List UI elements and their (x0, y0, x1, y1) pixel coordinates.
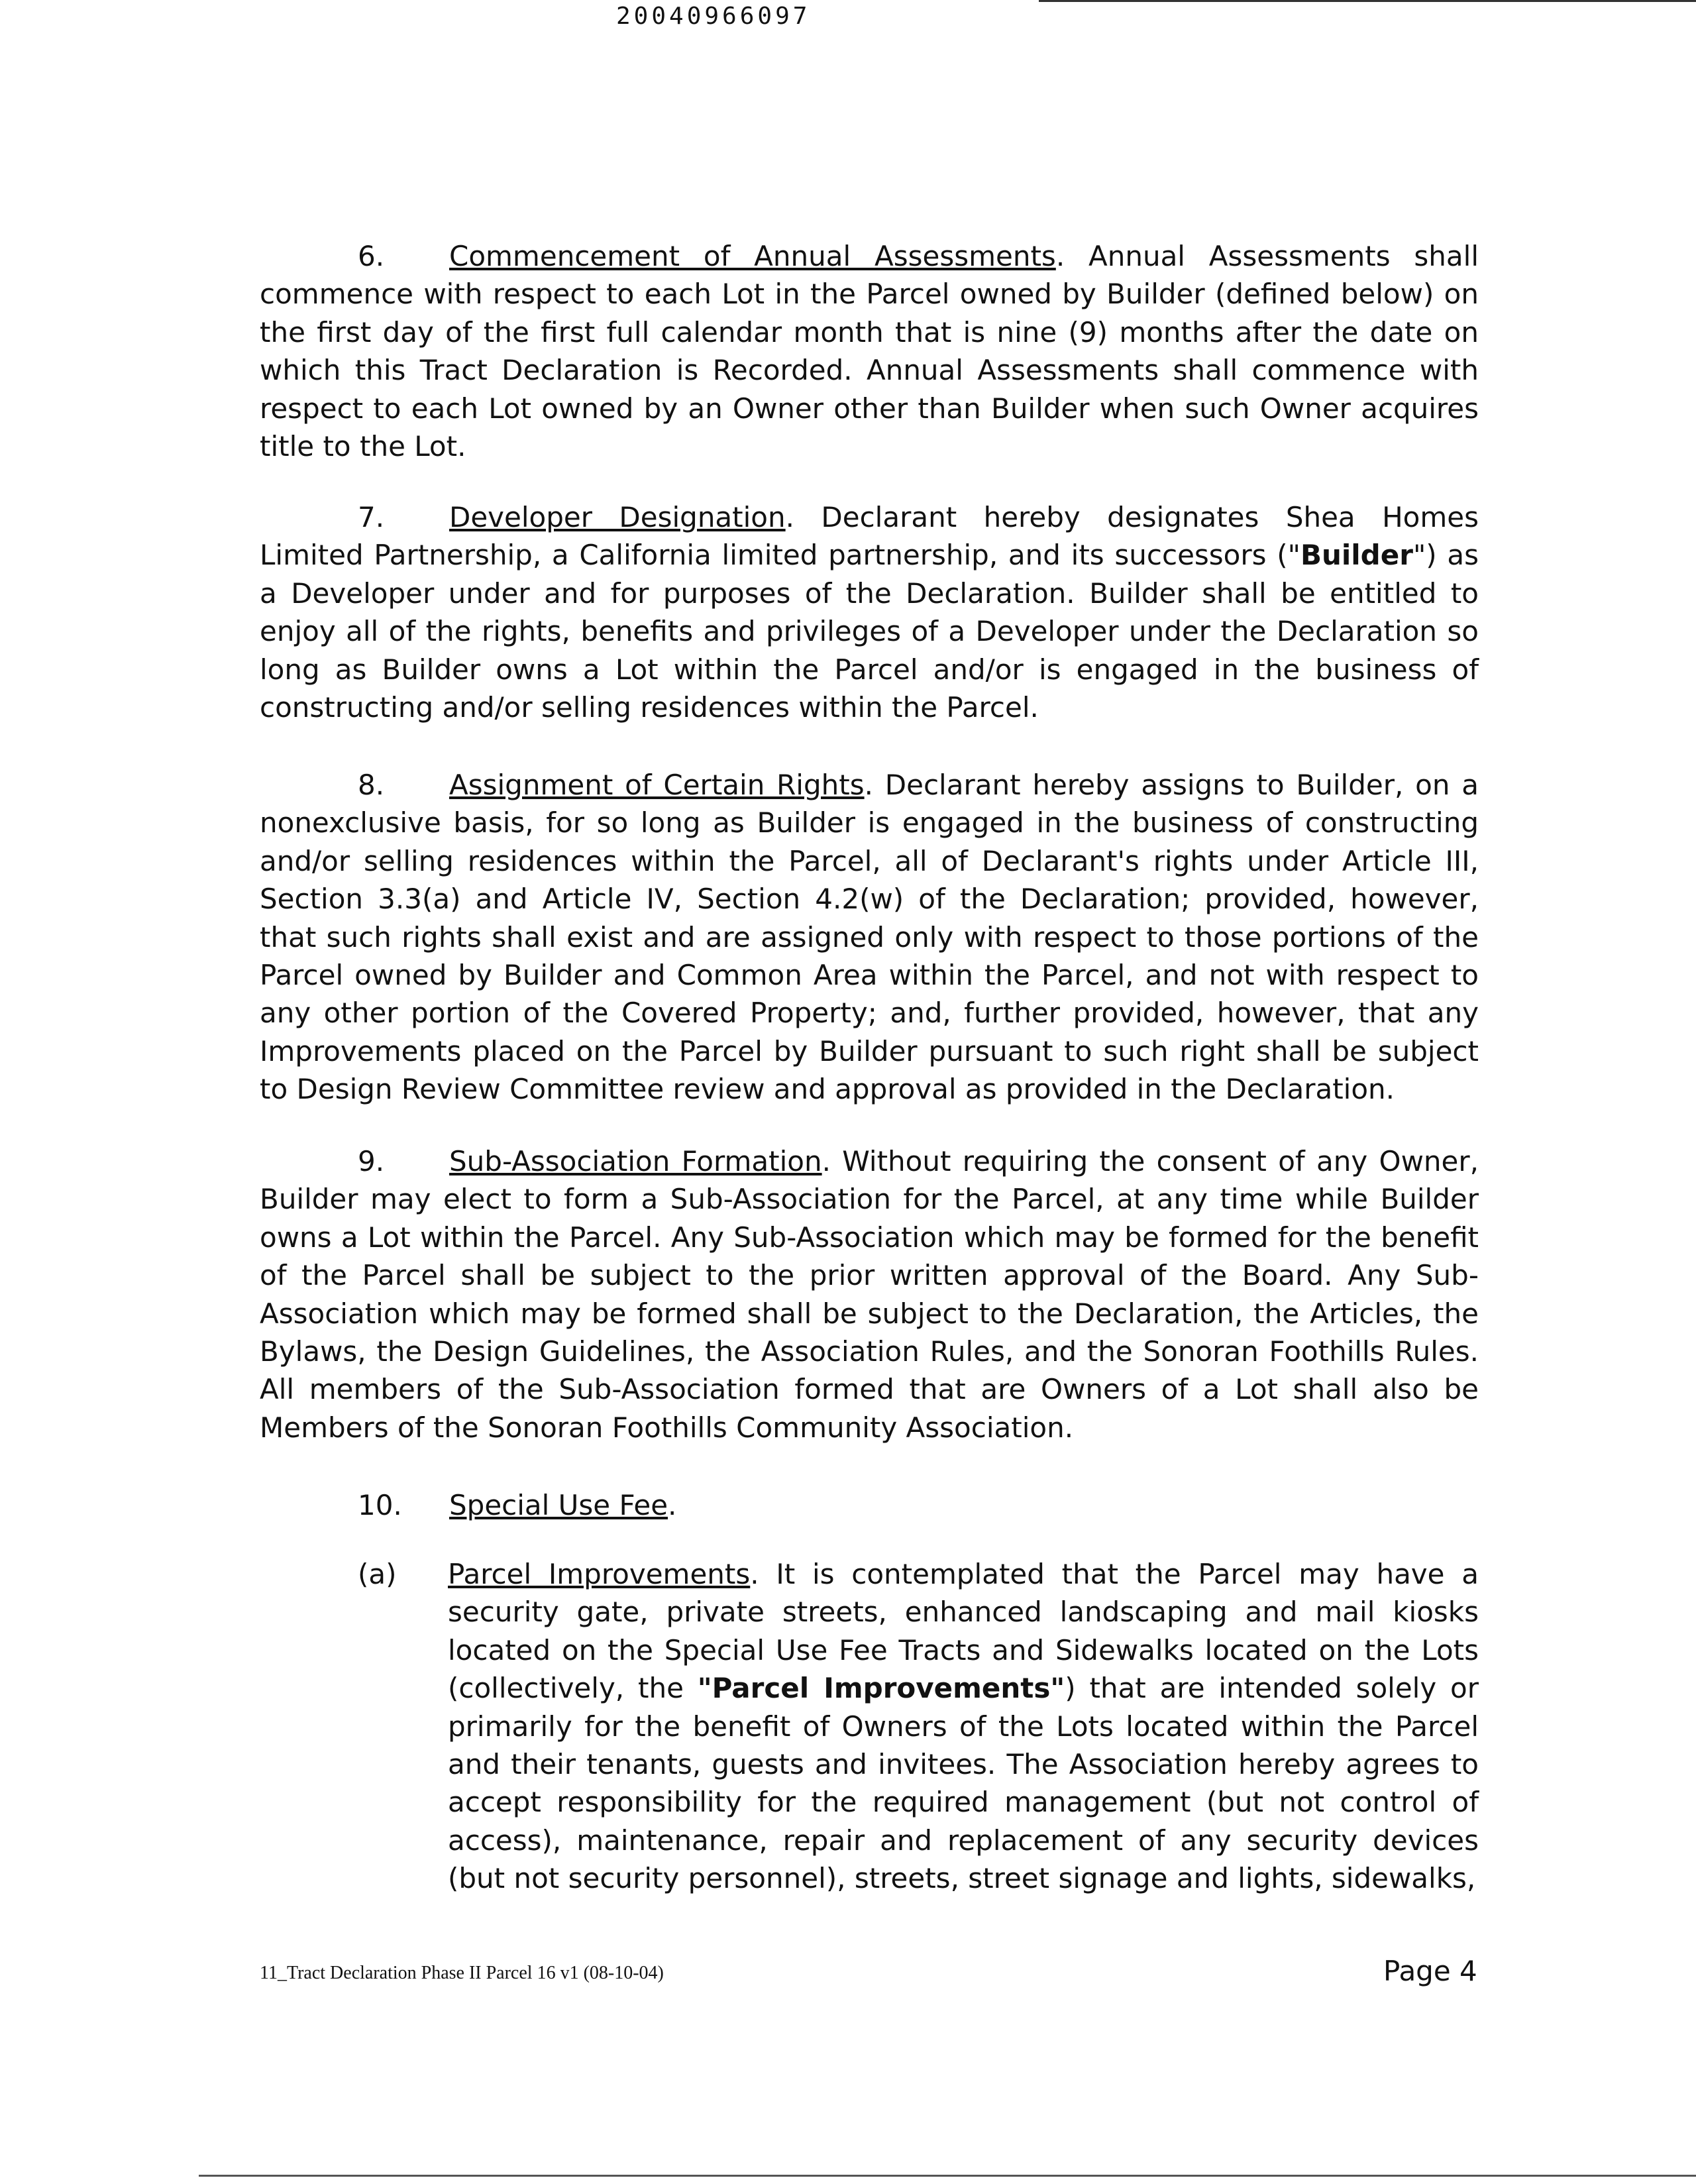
section-7-heading: Developer Designation (449, 501, 786, 533)
bottom-scan-line (199, 2175, 1696, 2177)
section-8 (260, 766, 1479, 1109)
section-9 (260, 1142, 1479, 1447)
section-10-number: 10. (358, 1489, 402, 1521)
section-9-body: . Without requiring the consent of any Owner, Builder may elect to form a Sub-Association for the Parcel, at any time while Builder owns a Lot within the Parcel. Any Sub-Association which may be formed for the benefit of the Parcel shall be subject to the prior written approval of the Board. Any Sub-Association which may be formed shall be subject to the Declaration, the Articles, the Bylaws, the Design Guidelines, the Association Rules, and the Sonoran Foothills Rules. All members of the Sub-Association formed that are Owners of a Lot shall also be Members of the Sonoran Foothills Community Association. (260, 1145, 1479, 1444)
section-7-bold-term: Builder (1300, 539, 1413, 572)
section-6-number: 6. (358, 240, 385, 272)
section-7-number: 7. (358, 501, 385, 533)
section-7-body-b: ") as a Developer under and for purposes of the Declaration. Builder shall be entitled to enjoy all of the rights, benefits and privileges of a Developer under the Declaration so long as Builder owns a Lot within the Parcel and/or is engaged in the business of constructing and/or selling residences within the Parcel. (260, 539, 1479, 724)
subsection-a-label: (a) (358, 1558, 397, 1590)
page-number: Page 4 (1383, 1955, 1477, 1987)
section-6 (260, 237, 1479, 465)
top-scan-line (1039, 0, 1696, 2)
section-8-heading: Assignment of Certain Rights (449, 769, 865, 801)
section-9-number: 9. (358, 1145, 385, 1177)
subsection-a-body-a: . It is contemplated that the Parcel may have a security gate, private streets, enhanced landscaping and mail kiosks located on the Special Use Fee Tracts and Sidewalks located on the Lots (collectively, the (448, 1558, 1479, 1705)
document-number: 20040966097 (616, 3, 811, 30)
section-8-body: . Declarant hereby assigns to Builder, on a nonexclusive basis, for so long as Builder is engaged in the business of constructing and/or selling residences within the Parcel, all of Declarant's rights under Article III, Section 3.3(a) and Article IV, Section 4.2(w) of the Declaration; provided, however, that such rights shall exist and are assigned only with respect to those portions of the Parcel owned by Builder and Common Area within the Parcel, and not with respect to any other portion of the Covered Property; and, further provided, however, that any Improvements placed on the Parcel by Builder pursuant to such right shall be subject to Design Review Committee review and approval as provided in the Declaration. (260, 769, 1479, 1106)
section-9-heading: Sub-Association Formation (449, 1145, 822, 1177)
section-10-heading: Special Use Fee (449, 1489, 668, 1521)
subsection-a-bold-term: "Parcel Improvements" (697, 1672, 1065, 1705)
section-7-body-a: . Declarant hereby designates Shea Homes Limited Partnership, a California limited partnership, and its successors (" (260, 501, 1479, 572)
section-6-heading: Commencement of Annual Assessments (449, 240, 1056, 272)
subsection-a-heading: Parcel Improvements (448, 1558, 751, 1590)
section-6-body: . Annual Assessments shall commence with respect to each Lot in the Parcel owned by Builder (defined below) on the first day of the first full calendar month that is nine (9) months after the date on which this Tract Declaration is Recorded. Annual Assessments shall commence with respect to each Lot owned by an Owner other than Builder when such Owner acquires title to the Lot. (260, 240, 1479, 463)
section-10 (260, 1486, 1479, 1524)
section-10-period: . (668, 1489, 677, 1521)
subsection-a (448, 1555, 1479, 1898)
subsection-a-body-b: ) that are intended solely or primarily for the benefit of Owners of the Lots located within the Parcel and their tenants, guests and invitees. The Association hereby agrees to accept responsibility for the required management (but not control of access), maintenance, repair and replacement of any security devices (but not security personnel), streets, street signage and lights, sidewalks, (448, 1672, 1479, 1895)
footer-document-id: 11_Tract Declaration Phase II Parcel 16 v1 (08-10-04) (260, 1963, 664, 1983)
section-8-number: 8. (358, 769, 385, 801)
section-7 (260, 498, 1479, 726)
